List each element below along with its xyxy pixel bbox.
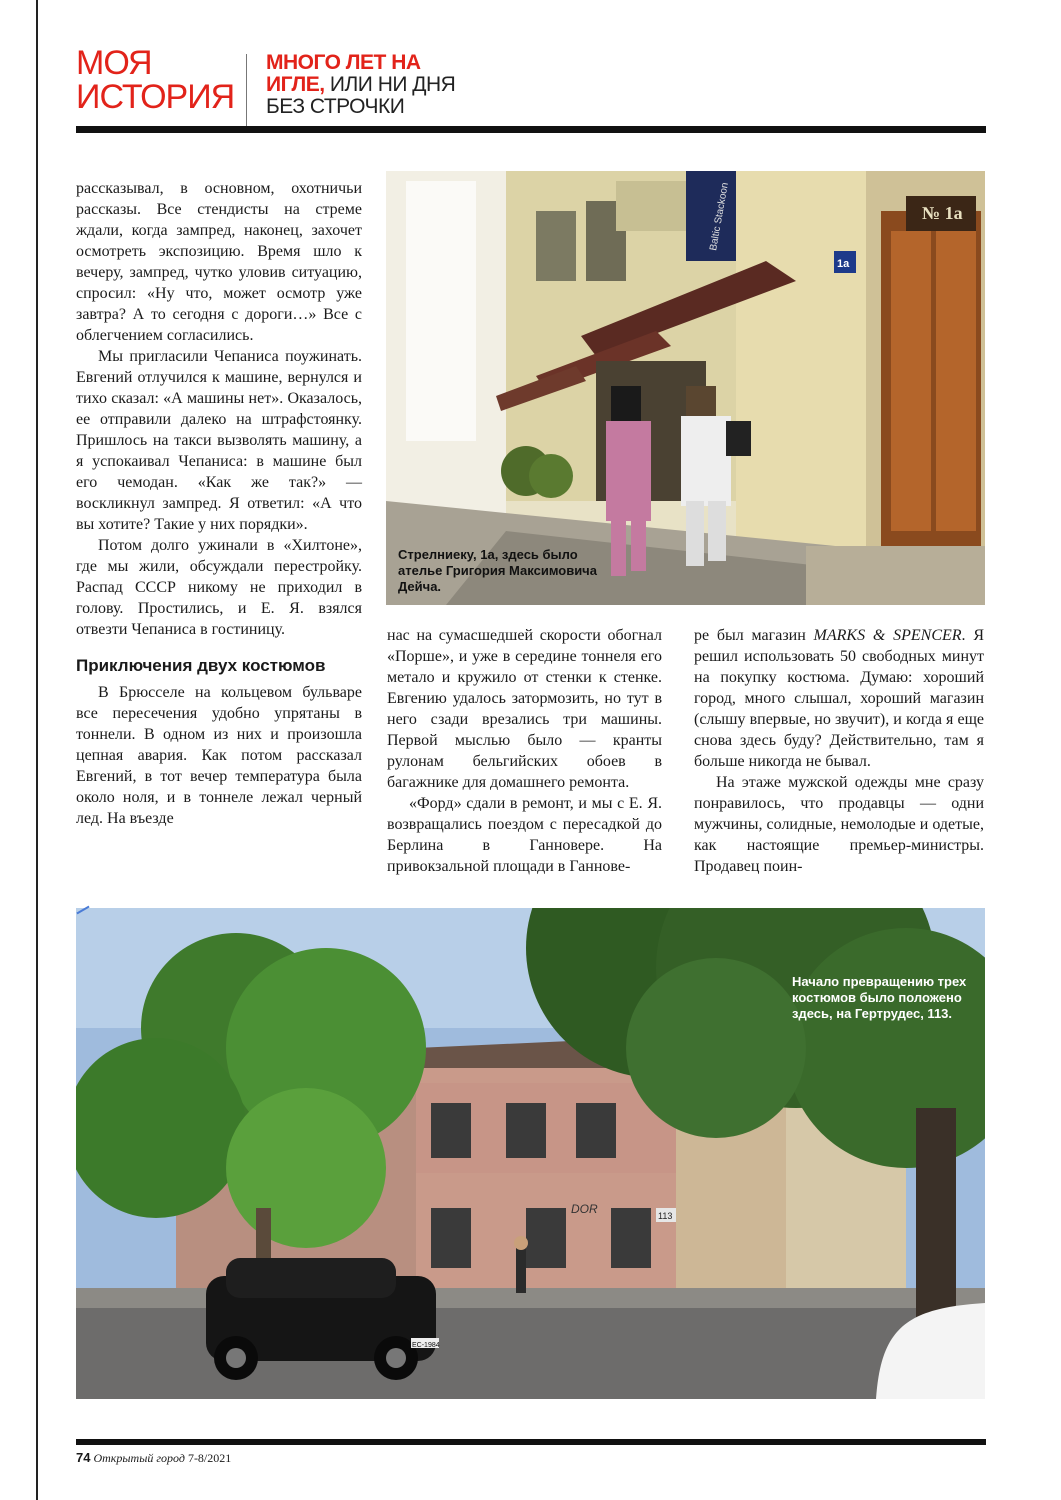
brand-name: MARKS & SPENCER <box>813 627 962 644</box>
headline <box>266 52 586 118</box>
headline-regular-line2: ИЛИ НИ ДНЯ <box>324 73 456 96</box>
page-edge-line <box>36 0 38 1500</box>
section-label <box>76 46 246 114</box>
paragraph: Потом долго ужинали в «Хилтоне», где мы жили, обсуждали перестройку. Распад СССР никому не приходил в голову. Простились, и Е. Я. взялся отвезти Чепаниса в гостиницу. <box>76 537 362 638</box>
house-number-plate: 1a <box>837 258 850 270</box>
paragraph: рассказывал, в основном, охотничьи рассказы. Все стендисты на стреме ждали, когда зампред, наконец, захочет осмотреть экспозицию. Время шло к вечеру, зампред, чутко уловив ситуацию, спросил: «Ну что, может осмотр уже завтра? А то сегодня с дороги…» Все с облегчением согласились. <box>76 180 362 344</box>
paragraph: В Брюсселе на кольцевом бульваре все пересечения удобно упрятаны в тоннели. В одном из них и произошла цепная авария. Как потом рассказал Евгений, в тот вечер температура была около ноля, и в тоннеле лежал черный лед. На въезде <box>76 684 362 827</box>
text-column-2 <box>387 625 662 877</box>
paragraph: «Форд» сдали в ремонт, и мы с Е. Я. возвращались поездом с пересадкой до Берлина в Ганновере. На привокзальной площади в Ганнове- <box>387 795 662 875</box>
footer-rule <box>76 1439 986 1445</box>
headline-bold-line2: ИГЛЕ, <box>266 73 325 96</box>
paragraph <box>694 625 984 772</box>
photo1-caption: Стрелниеку, 1а, здесь было ателье Григория Максимовича Дейча. <box>398 547 597 594</box>
paragraph-start: ре был магазин <box>694 627 814 644</box>
headline-regular-line3: БЕЗ СТРОЧКИ <box>266 95 405 118</box>
paragraph: нас на сумасшедшей скорости обогнал «Порше», и уже в середине тоннеля его метало и кружило от стенки к стенке. Евгению удалось затормозить, но тут в него сзади врезались три машины. Первой мыслью было — кранты рулонам бельгийских обоев в багажнике для домашнего ремонта. <box>387 627 662 791</box>
section-label-line1: МОЯ <box>76 44 152 82</box>
header-rule <box>76 126 986 133</box>
paragraph-end: . Я решил использовать 50 свободных минут на покупку костюма. Думаю: хороший город, много слышал, хороший магазин (слышу впервые, но звучит), и когда я еще снова здесь буду? Действительно, там я больше никогда не бывал. <box>694 627 984 770</box>
banner-text: Baltic Stackoon <box>708 181 731 252</box>
section-label-line2: ИСТОРИЯ <box>76 78 235 116</box>
paragraph: Мы пригласили Чепаниса поужинать. Евгений отлучился к машине, вернулся и тихо сказал: «А машины нет». Оказалось, ее отправили далеко на штрафстоянку. Пришлось на такси вызволять машину, а я успокаивал Чепаниса: в машине был его чемодан. «Как же так?» — воскликнул зампред. Я ответил: «А что вы хотите? Такие у них порядки». <box>76 348 362 533</box>
license-plate: EC-1984 <box>412 1342 440 1349</box>
magazine-name: Открытый город <box>93 1451 185 1465</box>
subheading: Приключения двух костюмов <box>76 656 326 675</box>
door-sign-text: № 1a <box>922 203 963 223</box>
header-divider <box>246 54 247 126</box>
page-footer <box>76 1451 231 1465</box>
house-number-sign: 113 <box>658 1211 673 1221</box>
text-column-1 <box>76 178 362 829</box>
photo2-caption: Начало превращению трех костюмов было положено здесь, на Гертрудес, 113. <box>792 974 967 1021</box>
photo-street-facade <box>386 171 985 605</box>
graffiti-text: DOR <box>571 1202 598 1216</box>
page-number: 74 <box>76 1450 91 1465</box>
text-column-3 <box>694 625 984 877</box>
headline-bold-line1: МНОГО ЛЕТ НА <box>266 51 421 74</box>
page-header <box>76 46 986 130</box>
paragraph: На этаже мужской одежды мне сразу понравилось, что продавцы — одни мужчины, солидные, немолодые и одетые, как настоящие премьер-министры. Продавец поин- <box>694 774 984 875</box>
issue-number: 7-8/2021 <box>187 1451 232 1465</box>
